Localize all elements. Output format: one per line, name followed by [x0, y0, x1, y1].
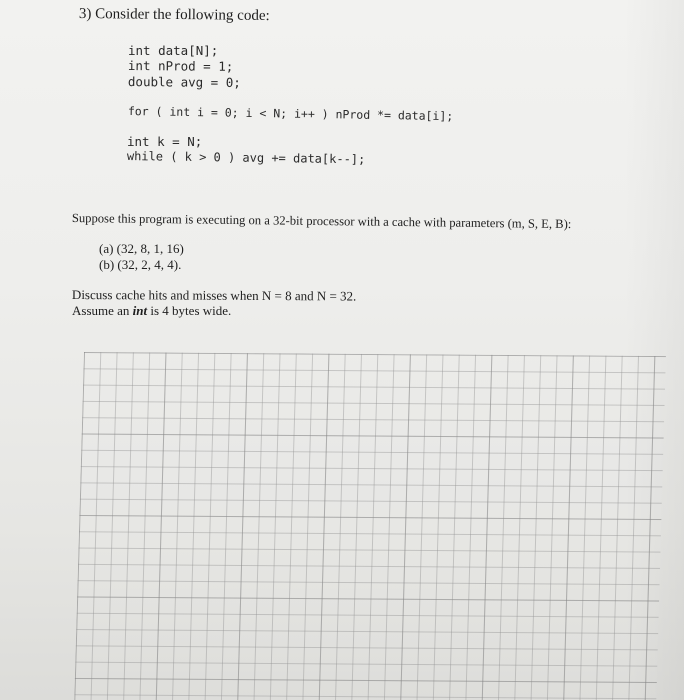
code-line-k-decl: int k = N;	[127, 134, 203, 149]
option-a: (a) (32, 8, 1, 16)	[99, 241, 184, 256]
page-shading	[624, 0, 684, 700]
question-title: 3) Consider the following code:	[78, 6, 270, 24]
code-line-while-loop: while ( k > 0 ) avg += data[k--];	[126, 149, 366, 167]
int-keyword: int	[132, 303, 148, 318]
assume-text	[72, 303, 231, 319]
assume-suffix: is 4 bytes wide.	[147, 303, 232, 318]
graph-paper-grid	[74, 352, 666, 700]
option-b: (b) (32, 2, 4, 4).	[99, 257, 182, 272]
discuss-text: Discuss cache hits and misses when N = 8 and N = 32.	[71, 287, 357, 304]
code-line-nprod-decl: int nProd = 1;	[127, 58, 234, 74]
assume-prefix: Assume an	[72, 303, 133, 318]
graph-paper-major-lines	[74, 352, 666, 700]
code-line-avg-decl: double avg = 0;	[127, 74, 241, 90]
cache-parameters-text: Suppose this program is executing on a 32-bit processor with a cache with parameters (m, S, E, B):	[71, 211, 572, 232]
code-line-for-loop: for ( int i = 0; i < N; i++ ) nProd *= data[i];	[127, 104, 454, 124]
code-line-array-decl: int data[N];	[128, 43, 219, 58]
